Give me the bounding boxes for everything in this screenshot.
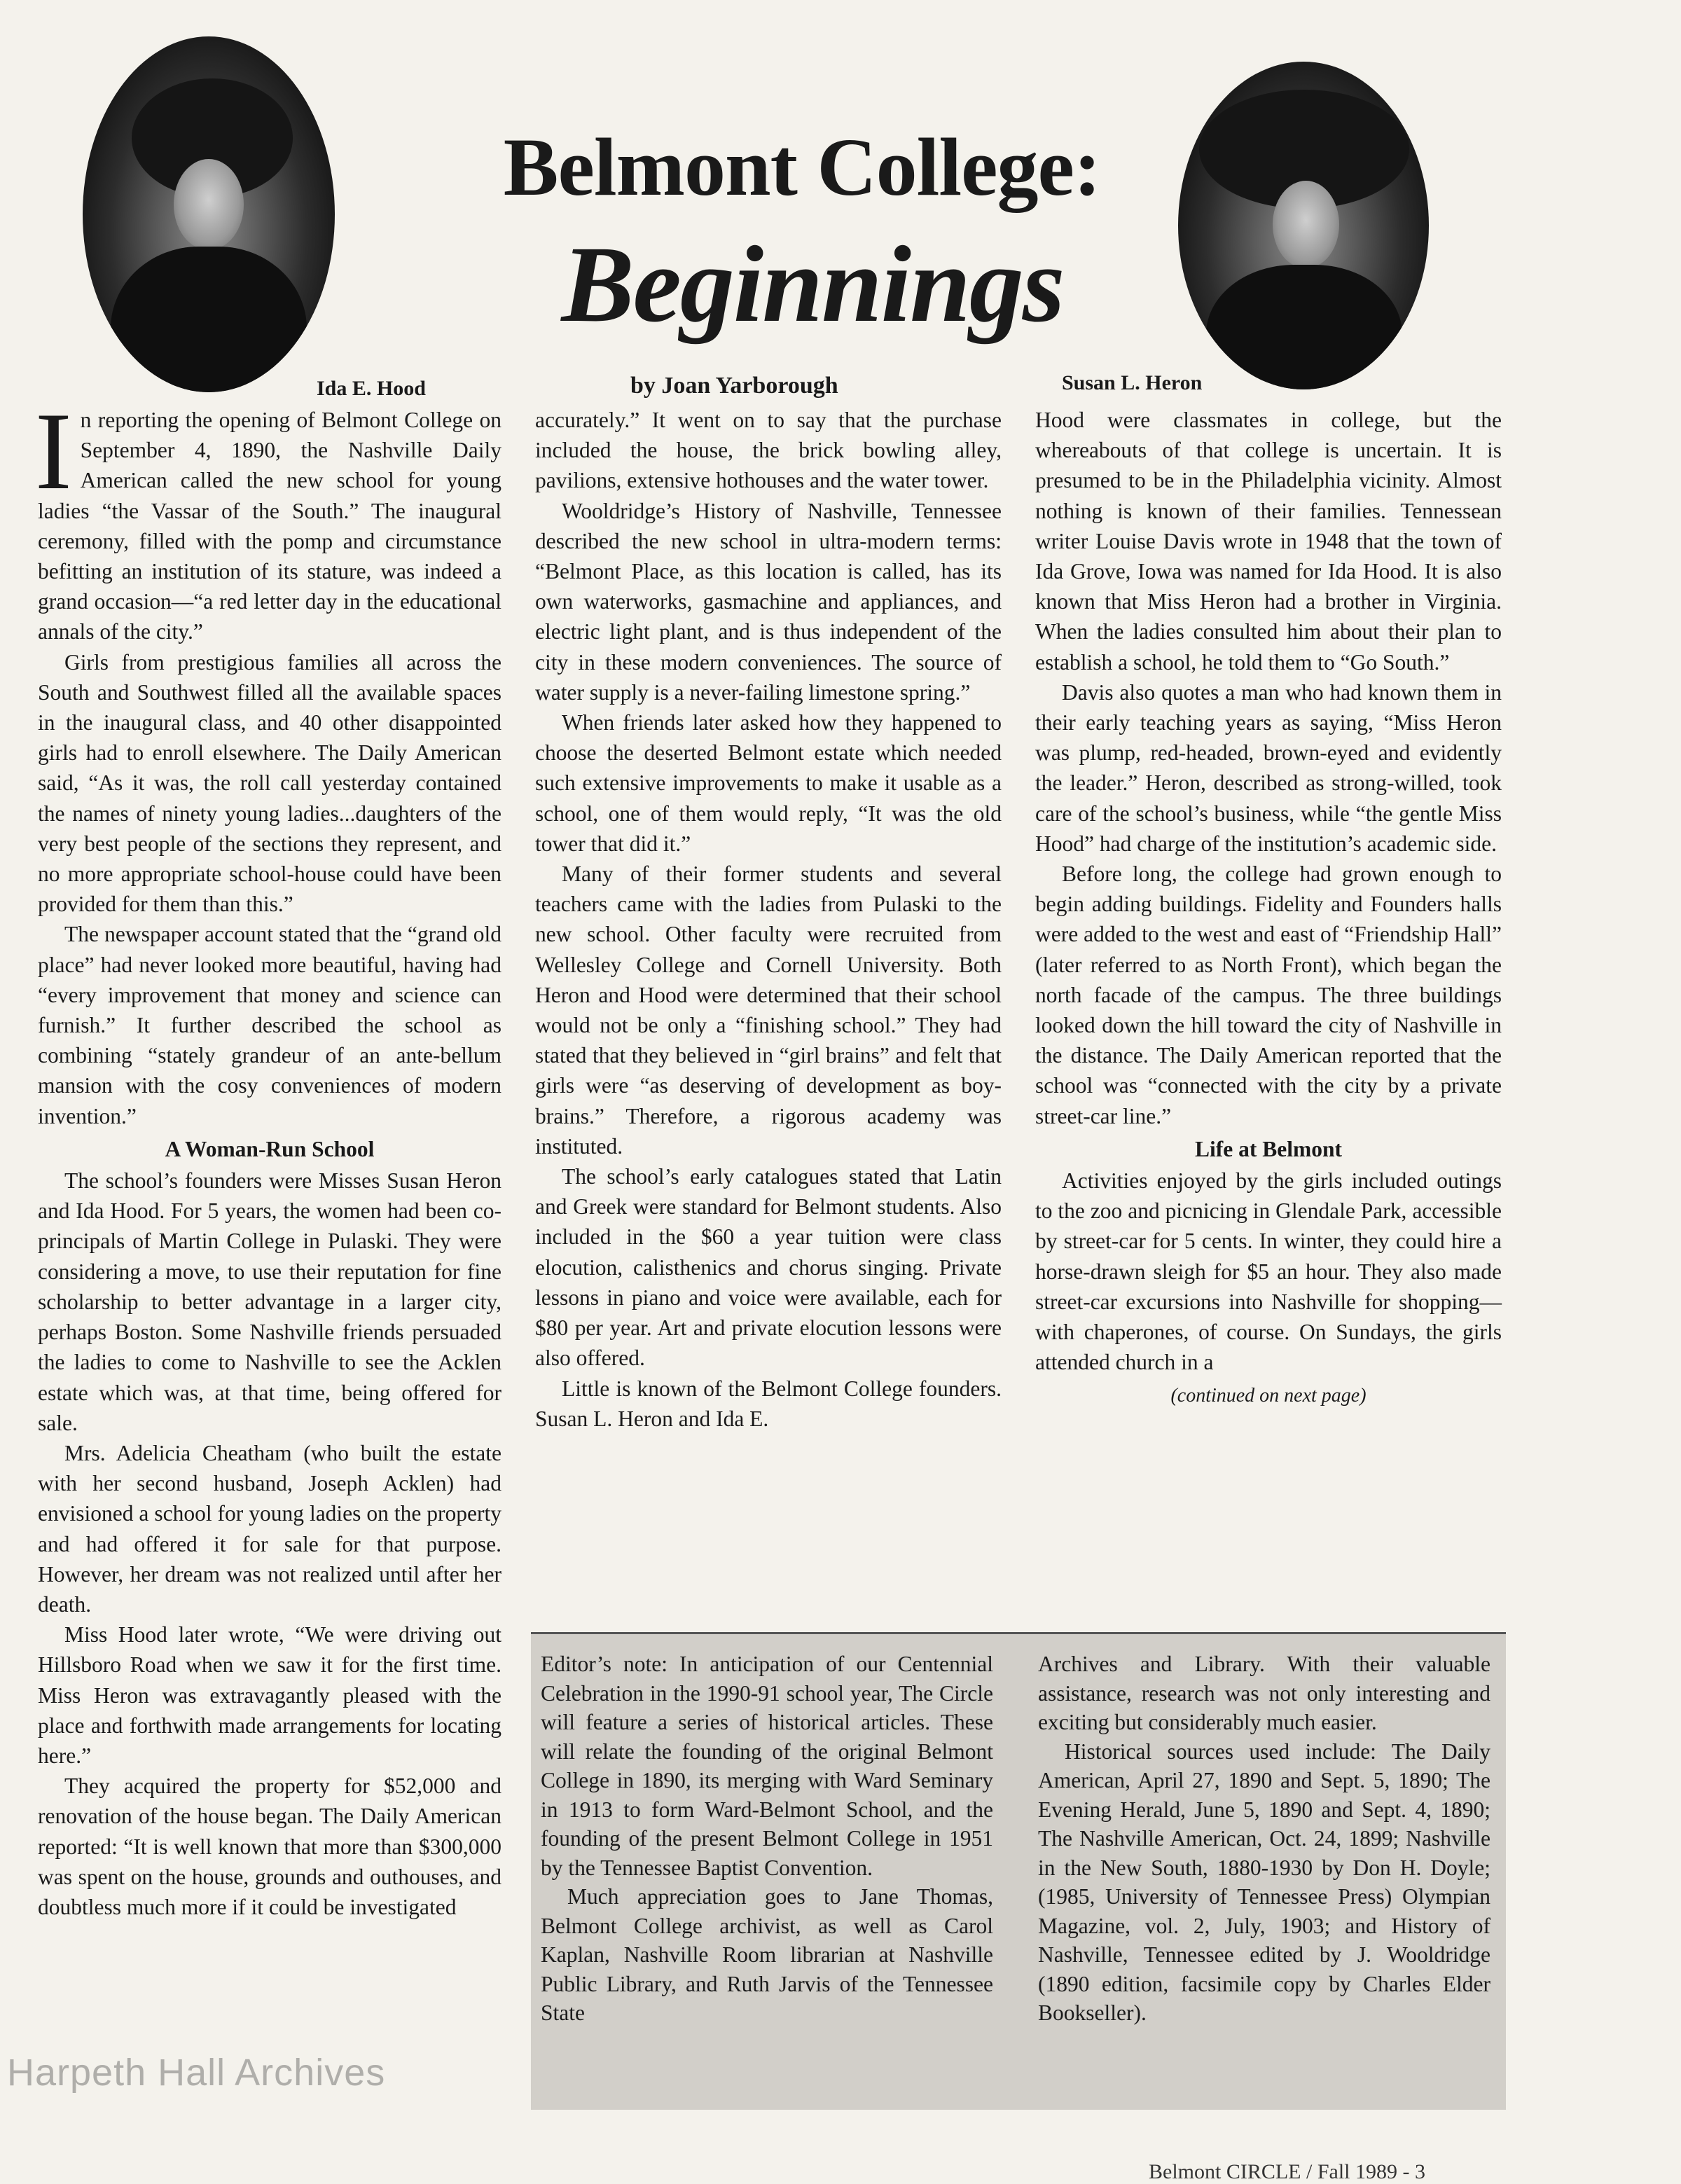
- paragraph: Hood were classmates in college, but the whereabouts of that college is uncertain. It is presumed to be in the Philadelphia vicinity. Almost nothing is known of their families. Tennessean writer Louise Davis wrote in 1948 that the town of Ida Grove, Iowa was named for Ida Hood. It is also known that Miss Heron had a brother in Virginia. When the ladies consulted him about their plan to establish a school, he told them to “Go South.”: [1035, 408, 1502, 675]
- headline-line1: Belmont College:: [503, 121, 1101, 213]
- section-heading: Life at Belmont: [1195, 1136, 1342, 1161]
- paragraph: Wooldridge’s History of Nashville, Tennessee described the new school in ultra-modern terms: “Belmont Place, as this location is called, has its own waterworks, gasmachine and appliances, and electric light plant, and is thus independent of the city in these modern conveniences. The source of water supply is a never-failing limestone spring.”: [535, 498, 1002, 705]
- paragraph: accurately.” It went on to say that the purchase included the house, the brick bowling alley, pavilions, extensive hothouses and the water tower.: [535, 408, 1002, 493]
- paragraph: In reporting the opening of Belmont College on September 4, 1890, the Nashville Daily American called the new school for young ladies “the Vassar of the South.” The inaugural ceremony, filled with the pomp and circumstance befitting an institution of its stature, was indeed a grand occasion—“a red letter day in the educational annals of the city.”: [35, 390, 501, 644]
- page-footer: Belmont CIRCLE / Fall 1989 - 3: [1149, 2160, 1425, 2183]
- portrait-susan-heron: [1178, 62, 1429, 389]
- article-column-3: [1035, 405, 1502, 1410]
- headline-line2: Beginnings: [561, 223, 1064, 345]
- caption-susan-heron: Susan L. Heron: [1062, 371, 1203, 394]
- editor-note-column-1: [541, 1650, 993, 2028]
- paragraph: Davis also quotes a man who had known them in their early teaching years as saying, “Miss Heron was plump, red-headed, brown-eyed and evidently the leader.” Heron, described as strong-willed, took care of the school’s business, while “the gentle Miss Hood” had charge of the institution’s academic side.: [1035, 679, 1502, 856]
- article-column-2: [535, 405, 1002, 1434]
- paragraph: The school’s early catalogues stated that Latin and Greek were standard for Belmont students. Also included in the $60 a year tuition were class elocution, calisthenics and chorus singing. Private lessons in piano and voice were available, each for $80 per year. Art and private elocution lessons were also offered.: [535, 1164, 1002, 1371]
- paragraph: Miss Hood later wrote, “We were driving out Hillsboro Road when we saw it for the first time. Miss Heron was extravagantly pleased with the place and forthwith made arrangements for locating here.”: [38, 1622, 501, 1768]
- drop-cap: I: [35, 390, 72, 513]
- paragraph: Activities enjoyed by the girls included outings to the zoo and picnicing in Glendale Park, accessible by street-car for 5 cents. In winter, they could hire a horse-drawn sleigh for $5 an hour. They also made street-car excursions into Nashville for shopping—with chaperones, of course. On Sundays, the girls attended church in a: [1035, 1168, 1502, 1375]
- article-column-1: [35, 390, 501, 1922]
- paragraph: They acquired the property for $52,000 and renovation of the house began. The Daily American reported: “It is well known that more than $300,000 was spent on the house, grounds and outhouses, and doubtless much more if it could be investigated: [38, 1774, 501, 1919]
- section-heading: A Woman-Run School: [165, 1136, 375, 1161]
- paragraph: The school’s founders were Misses Susan Heron and Ida Hood. For 5 years, the women had been co-principals of Martin College in Pulaski. They were considering a move, to use their reputation for fine scholarship to better advantage in a larger city, perhaps Boston. Some Nashville friends persuaded the ladies to come to Nashville to see the Acklen estate which was, at that time, being offered for sale.: [38, 1168, 501, 1435]
- continued-notice: (continued on next page): [1170, 1384, 1367, 1407]
- paragraph: Much appreciation goes to Jane Thomas, Belmont College archivist, as well as Carol Kaplan, Nashville Room librarian at Nashville Public Library, and Ruth Jarvis of the Tennessee State: [541, 1884, 993, 2025]
- editor-note-column-2: [1038, 1650, 1490, 2028]
- paragraph: Girls from prestigious families all across the South and Southwest filled all the available spaces in the inaugural class, and 40 other disappointed girls had to enroll elsewhere. The Daily American said, “As it was, the roll call yesterday contained the names of ninety young ladies...daughters of the very best people of the sections they represent, and no more appropriate school-house could have been provided for them than this.”: [38, 649, 501, 917]
- paragraph: Many of their former students and several teachers came with the ladies from Pulaski to the new school. Other faculty were recruited from Wellesley College and Cornell University. Both Heron and Hood were determined that their school would not be only a “finishing school.” They had stated that they believed in “girl brains” and felt that girls were “as deserving of development as boy-brains.” Therefore, a rigorous academy was instituted.: [535, 862, 1002, 1159]
- paragraph: When friends later asked how they happened to choose the deserted Belmont estate which needed such extensive improvements to make it usable as a school, one of them would reply, “It was the old tower that did it.”: [535, 710, 1002, 856]
- archive-watermark: Harpeth Hall Archives: [7, 2052, 386, 2094]
- editor-note-box: [531, 1632, 1506, 2110]
- paragraph: Mrs. Adelicia Cheatham (who built the estate with her second husband, Joseph Acklen) had envisioned a school for young ladies on the property and had offered it for sale for that purpose. However, her dream was not realized until after her death.: [38, 1440, 501, 1617]
- paragraph: Editor’s note: In anticipation of our Centennial Celebration in the 1990-91 school year, The Circle will feature a series of historical articles. These will relate the founding of the original Belmont College in 1890, its merging with Ward Seminary in 1913 to form Ward-Belmont School, and the founding of the present Belmont College in 1951 by the Tennessee Baptist Convention.: [541, 1652, 993, 1880]
- paragraph: Historical sources used include: The Daily American, April 27, 1890 and Sept. 5, 1890; The Evening Herald, June 5, 1890 and Sept. 4, 1890; The Nashville American, Oct. 24, 1899; Nashville in the New South, 1880-1930 by Don H. Doyle; (1985, University of Tennessee Press) Olympian Magazine, vol. 2, July, 1903; and History of Nashville, Tennessee edited by J. Wooldridge (1890 edition, facsimile copy by Charles Elder Bookseller).: [1038, 1739, 1490, 2025]
- caption-ida-hood: Ida E. Hood: [317, 377, 426, 400]
- paragraph: The newspaper account stated that the “grand old place” had never looked more beautiful, having had “every improvement that money and science can furnish.” It further described the school as combining “stately grandeur of an ante-bellum mansion with the cosy conveniences of modern invention.”: [38, 922, 501, 1128]
- byline: by Joan Yarborough: [630, 373, 838, 399]
- paragraph: Before long, the college had grown enough to begin adding buildings. Fidelity and Founders halls were added to the west and east of “Friendship Hall” (later referred to as North Front), which began the north facade of the campus. The three buildings looked down the hill toward the city of Nashville in the distance. The Daily American reported that the school was “connected with the city by a private street-car line.”: [1035, 862, 1502, 1128]
- paragraph: Archives and Library. With their valuable assistance, research was not only interesting and exciting but considerably much easier.: [1038, 1652, 1490, 1734]
- paragraph: Little is known of the Belmont College founders. Susan L. Heron and Ida E.: [535, 1376, 1002, 1431]
- portrait-ida-hood: [83, 36, 335, 392]
